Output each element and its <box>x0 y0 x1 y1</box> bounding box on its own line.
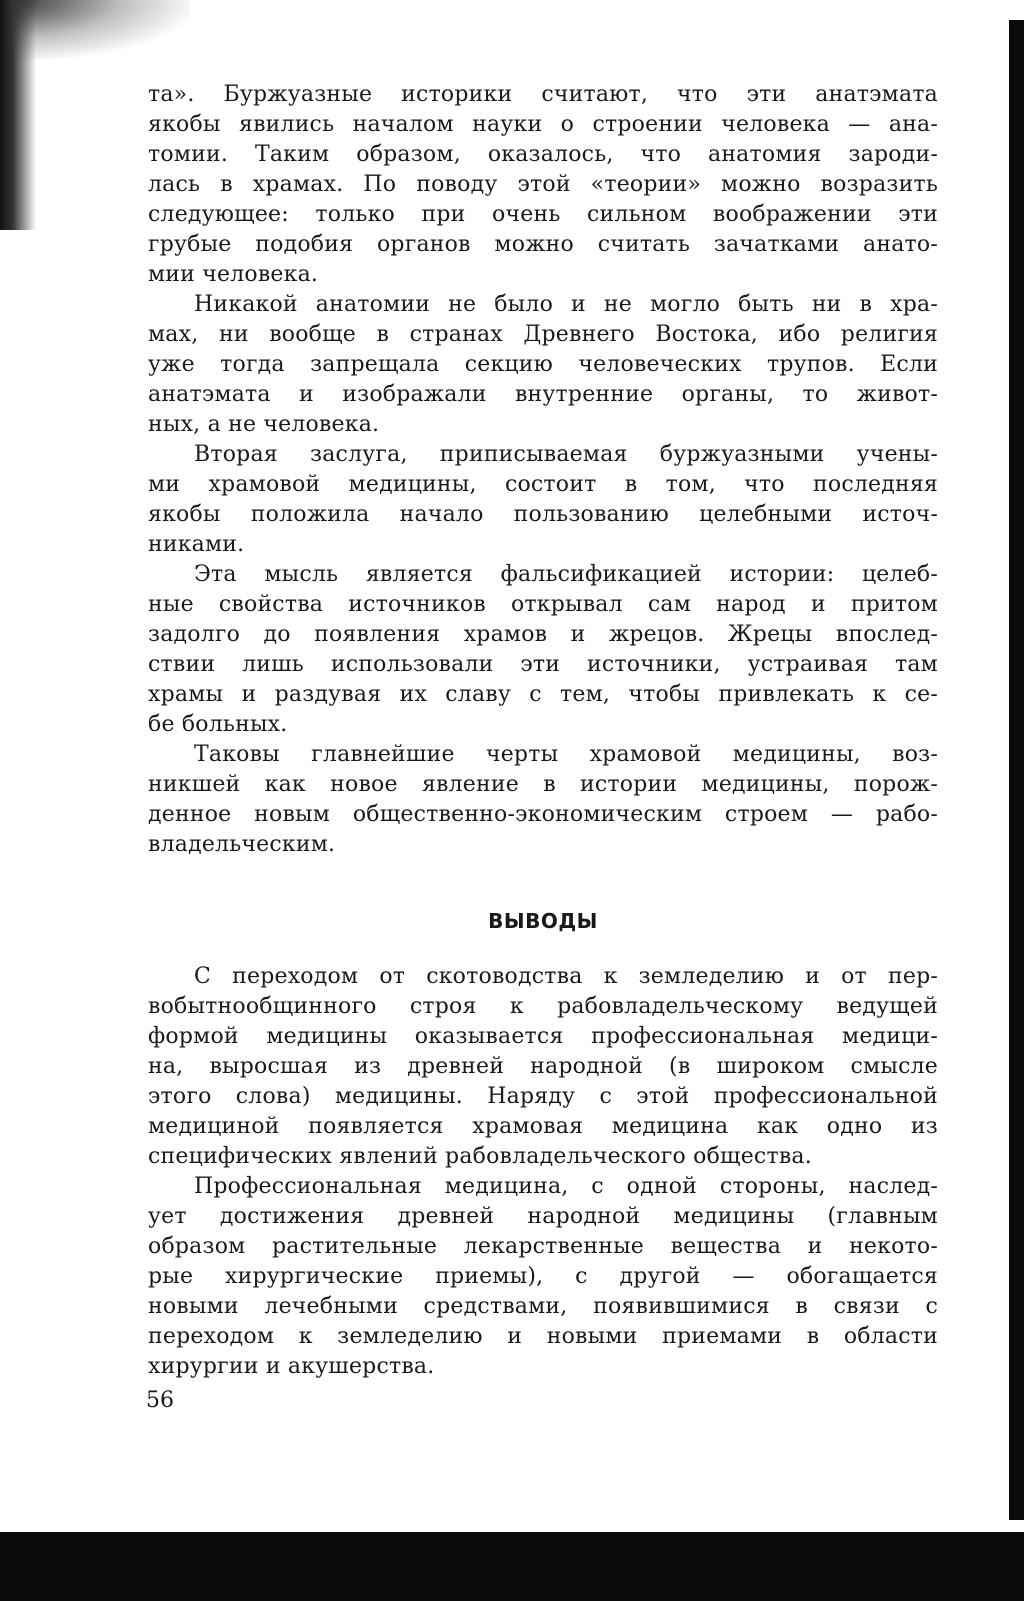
body-text <box>148 80 938 1382</box>
text-line: якобы положила начало пользованию целебными источ- <box>148 502 938 527</box>
text-line: Таковы главнейшие черты храмовой медицины, воз- <box>194 742 938 767</box>
scan-right-edge-bar <box>1009 20 1024 1520</box>
text-line: владельческим. <box>148 832 336 857</box>
text-line: мии человека. <box>148 262 319 287</box>
text-line: специфических явлений рабовладельческого общества. <box>148 1144 812 1169</box>
text-line: ми храмовой медицины, состоит в том, что последняя <box>148 472 938 497</box>
paragraph <box>148 440 938 560</box>
paragraphs-bottom <box>148 962 938 1382</box>
text-line: храмы и раздувая их славу с тем, чтобы привлекать к се- <box>148 682 938 707</box>
text-line: рые хирургические приемы), с другой — обогащается <box>148 1264 938 1289</box>
text-line: анатэмата и изображали внутренние органы, то живот- <box>148 382 938 407</box>
text-line: ных, а не человека. <box>148 412 380 437</box>
text-line: ствии лишь использовали эти источники, устраивая там <box>148 652 938 677</box>
text-line: уже тогда запрещала секцию человеческих трупов. Если <box>148 352 938 377</box>
section-heading: ВЫВОДЫ <box>488 909 598 933</box>
text-line: С переходом от скотоводства к земледелию и от пер- <box>194 964 938 989</box>
scan-bottom-edge-bar <box>0 1532 1024 1601</box>
text-line: Никакой анатомии не было и не могло быть ни в хра- <box>194 292 938 317</box>
paragraph <box>148 80 938 290</box>
text-line: ует достижения древней народной медицины (главным <box>148 1204 938 1229</box>
text-line: новыми лечебными средствами, появившимися в связи с <box>148 1294 938 1319</box>
text-line: хирургии и акушерства. <box>148 1354 435 1379</box>
paragraph <box>148 962 938 1172</box>
text-line: Эта мысль является фальсификацией истории: целеб- <box>194 562 938 587</box>
text-line: лась в храмах. По поводу этой «теории» можно возразить <box>148 172 938 197</box>
text-line: следующее: только при очень сильном воображении эти <box>148 202 938 227</box>
text-line: образом растительные лекарственные вещества и некото- <box>148 1234 938 1259</box>
text-line: денное новым общественно-экономическим строем — рабо- <box>148 802 938 827</box>
text-line: никшей как новое явление в истории медицины, порож- <box>148 772 938 797</box>
text-line: этого слова) медицины. Наряду с этой профессиональной <box>148 1084 938 1109</box>
paragraph <box>148 290 938 440</box>
paragraphs-top <box>148 80 938 860</box>
text-line: томии. Таким образом, оказалось, что анатомия зароди- <box>148 142 938 167</box>
text-line: медициной появляется храмовая медицина как одно из <box>148 1114 938 1139</box>
text-line: никами. <box>148 532 245 557</box>
text-line: задолго до появления храмов и жрецов. Жрецы впослед- <box>148 622 938 647</box>
scan-left-edge-shadow <box>0 0 36 230</box>
text-line: переходом к земледелию и новыми приемами в области <box>148 1324 938 1349</box>
text-line: бе больных. <box>148 712 288 737</box>
text-line: та». Буржуазные историки считают, что эти анатэмата <box>148 82 938 107</box>
page-number: 56 <box>146 1388 174 1413</box>
paragraph <box>148 560 938 740</box>
text-line: Вторая заслуга, приписываемая буржуазными учены- <box>194 442 938 467</box>
text-line: Профессиональная медицина, с одной стороны, наслед- <box>194 1174 938 1199</box>
text-line: формой медицины оказывается профессиональная медици- <box>148 1024 938 1049</box>
text-line: на, выросшая из древней народной (в широком смысле <box>148 1054 938 1079</box>
text-line: ные свойства источников открывал сам народ и притом <box>148 592 938 617</box>
paragraph <box>148 1172 938 1382</box>
text-line: грубые подобия органов можно считать зачатками анато- <box>148 232 938 257</box>
text-line: вобытнообщинного строя к рабовладельческому ведущей <box>148 994 938 1019</box>
paragraph <box>148 740 938 860</box>
text-line: мах, ни вообще в странах Древнего Востока, ибо религия <box>148 322 938 347</box>
text-line: якобы явились началом науки о строении человека — ана- <box>148 112 938 137</box>
